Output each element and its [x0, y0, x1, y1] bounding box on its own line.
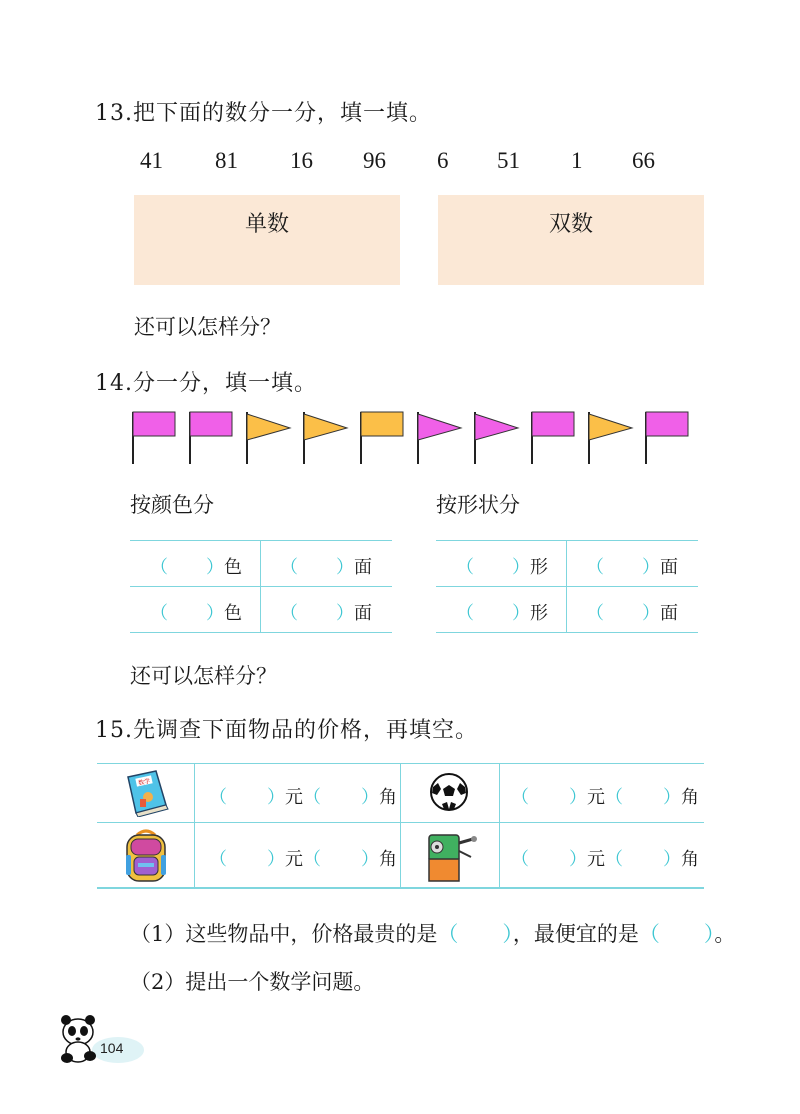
number-item: 16	[290, 148, 313, 173]
sharpener-price-field[interactable]: （ ）元（ ）角	[511, 849, 699, 870]
q15-sub2: （2）提出一个数学问题。	[130, 970, 375, 994]
pencil-sharpener-icon	[419, 829, 479, 885]
shape-answer-1[interactable]: （ ）形	[456, 557, 548, 578]
shape-answer-2[interactable]: （ ）形	[456, 603, 548, 624]
color-answer-2[interactable]: （ ）色	[150, 603, 242, 624]
page-footer	[56, 1010, 146, 1066]
rect-flag-icon	[132, 410, 182, 466]
shape-table	[436, 540, 698, 634]
ball-price-field[interactable]: （ ）元（ ）角	[511, 787, 699, 808]
soccer-ball-icon	[429, 771, 469, 813]
q13-title: 13.把下面的数分一分，填一填。	[95, 101, 432, 126]
odd-numbers-label: 单数	[244, 212, 289, 237]
backpack-price-field[interactable]: （ ）元（ ）角	[209, 849, 397, 870]
rect-flag-icon	[360, 410, 410, 466]
rect-flag-icon	[189, 410, 239, 466]
price-table	[97, 763, 704, 889]
q15-title: 15.先调查下面物品的价格，再填空。	[95, 718, 478, 743]
book-cover-text: 数学	[137, 777, 151, 788]
panda-icon	[56, 1010, 146, 1066]
color-count-2[interactable]: （ ）面	[280, 603, 372, 624]
even-numbers-box[interactable]	[438, 195, 704, 285]
color-answer-1[interactable]: （ ）色	[150, 557, 242, 578]
number-item: 51	[497, 148, 520, 173]
even-numbers-label: 双数	[548, 212, 593, 237]
triangle-flag-icon	[588, 410, 638, 466]
triangle-flag-icon	[303, 410, 353, 466]
by-shape-label: 按形状分	[436, 493, 520, 517]
q14-title: 14.分一分，填一填。	[95, 371, 317, 396]
triangle-flag-icon	[246, 410, 296, 466]
q14-more-question: 还可以怎样分？	[130, 664, 277, 688]
q13-number-row	[0, 148, 800, 182]
number-item: 81	[215, 148, 238, 173]
odd-numbers-box[interactable]	[134, 195, 400, 285]
flag-row	[0, 410, 800, 470]
page-number: 104	[100, 1040, 124, 1056]
number-item: 96	[363, 148, 386, 173]
number-item: 6	[437, 148, 449, 173]
number-item: 1	[571, 148, 583, 173]
rect-flag-icon	[645, 410, 695, 466]
number-item: 41	[140, 148, 163, 173]
shape-count-1[interactable]: （ ）面	[586, 557, 678, 578]
by-color-label: 按颜色分	[130, 493, 214, 517]
color-table	[130, 540, 392, 634]
backpack-icon	[121, 827, 171, 885]
rect-flag-icon	[531, 410, 581, 466]
shape-count-2[interactable]: （ ）面	[586, 603, 678, 624]
triangle-flag-icon	[417, 410, 467, 466]
book-price-field[interactable]: （ ）元（ ）角	[209, 787, 397, 808]
q13-more-question: 还可以怎样分？	[134, 315, 281, 339]
number-item: 66	[632, 148, 655, 173]
triangle-flag-icon	[474, 410, 524, 466]
q15-sub1: （1）这些物品中，价格最贵的是（ ），最便宜的是（ ）。	[130, 922, 736, 946]
color-count-1[interactable]: （ ）面	[280, 557, 372, 578]
book-icon	[122, 769, 172, 817]
